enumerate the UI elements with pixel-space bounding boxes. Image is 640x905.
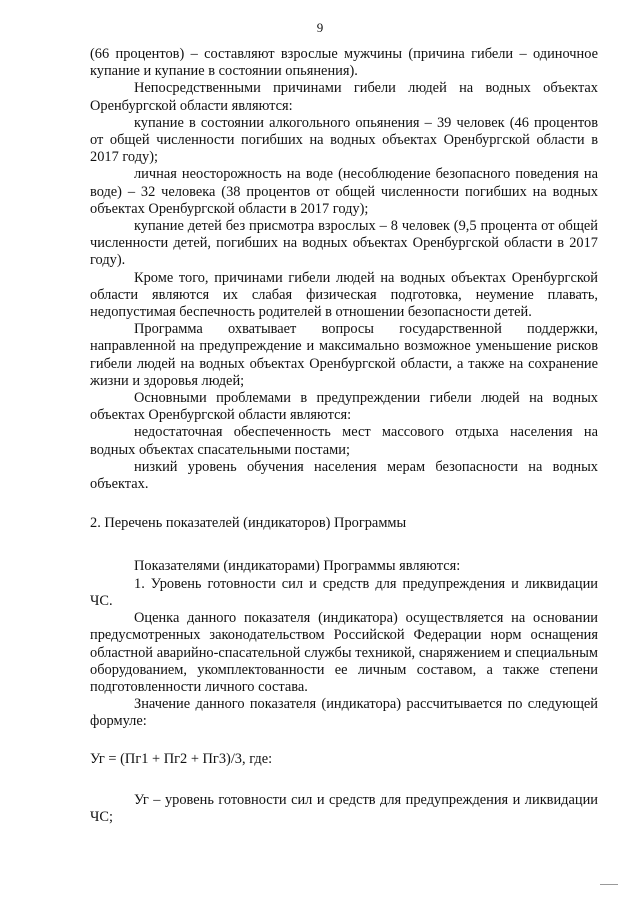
paragraph: Значение данного показателя (индикатора) рассчитывается по следующей формуле:	[90, 696, 598, 730]
paragraph: Программа охватывает вопросы государственной поддержки, направленной на предупреждение и максимально возможное уменьшение рисков гибели людей на водных объектах Оренбургской области, а также на сохранение жизни и здоровья людей;	[90, 321, 598, 389]
paragraph: купание детей без присмотра взрослых – 8 человек (9,5 процента от общей численности детей, погибших на водных объектах Оренбургской области в 2017 году).	[90, 218, 598, 269]
paragraph: Основными проблемами в предупреждении гибели людей на водных объектах Оренбургской области являются:	[90, 390, 598, 424]
paragraph: Оценка данного показателя (индикатора) осуществляется на основании предусмотренных законодательством Российской Федерации норм оснащения областной аварийно-спасательной службы техникой, снаряжением и специальным оборудованием, укомплектованности ее личным составом, а также степени подготовленности личного состава.	[90, 610, 598, 695]
document-body	[90, 46, 598, 826]
section-heading: 2. Перечень показателей (индикаторов) Программы	[90, 515, 407, 532]
paragraph: недостаточная обеспеченность мест массового отдыха населения на водных объектах спасательными постами;	[90, 424, 598, 458]
paragraph: Показателями (индикаторами) Программы являются:	[134, 558, 461, 575]
corner-mark	[600, 884, 618, 885]
paragraph: Кроме того, причинами гибели людей на водных объектах Оренбургской области являются их слабая физическая подготовка, неумение плавать, недопустимая беспечность родителей в отношении безопасности детей.	[90, 269, 598, 321]
paragraph: Уг – уровень готовности сил и средств для предупреждения и ликвидации ЧС;	[90, 791, 598, 825]
paragraph: Непосредственными причинами гибели людей на водных объектах Оренбургской области являются:	[90, 80, 598, 114]
indicators-description	[90, 558, 598, 730]
paragraph: личная неосторожность на воде (несоблюдение безопасного поведения на воде) – 32 человека (38 процентов от общей численности погибших на водных объектах Оренбургской области в 2017 году);	[90, 166, 598, 217]
page-number: 9	[316, 20, 324, 35]
paragraph: купание в состоянии алкогольного опьянения – 39 человек (46 процентов от общей численности погибших на водных объектах Оренбургской области в 2017 году);	[90, 114, 598, 166]
paragraph: 1. Уровень готовности сил и средств для предупреждения и ликвидации ЧС.	[90, 575, 598, 609]
formula-definitions	[90, 792, 598, 826]
paragraph: низкий уровень обучения населения мерам безопасности на водных объектах.	[90, 458, 598, 493]
paragraph: (66 процентов) – составляют взрослые мужчины (причина гибели – одиночное купание и купание в состоянии опьянения).	[90, 46, 598, 80]
problem-description	[90, 46, 598, 493]
formula: Уг = (Пг1 + Пг2 + Пг3)/3, где:	[90, 750, 273, 767]
